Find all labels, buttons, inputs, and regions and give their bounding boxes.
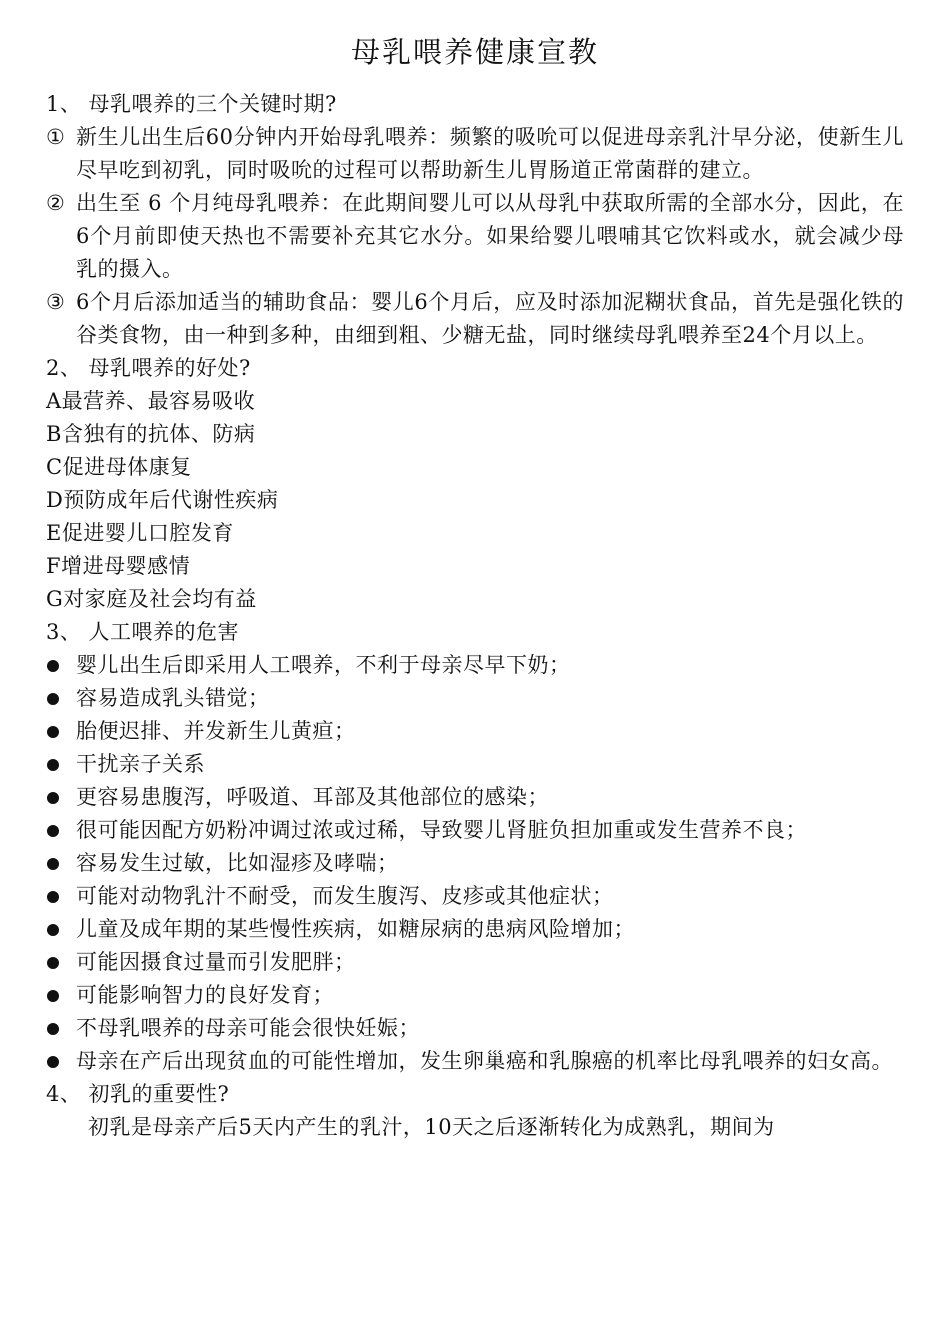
harm-list-item — [46, 649, 904, 682]
benefit-item: F增进母婴感情 — [46, 554, 191, 578]
harm-text: 儿童及成年期的某些慢性疾病，如糖尿病的患病风险增加； — [76, 917, 635, 941]
section-3-heading: 3、 人工喂养的危害 — [46, 620, 240, 644]
harm-text: 更容易患腹泻，呼吸道、耳部及其他部位的感染； — [76, 785, 549, 809]
harm-list-item — [46, 1012, 904, 1045]
bullet-icon — [46, 781, 76, 814]
key-period-item — [46, 286, 904, 352]
harm-text: 很可能因配方奶粉冲调过浓或过稀，导致婴儿肾脏负担加重或发生营养不良； — [76, 818, 807, 842]
harm-list-item — [46, 979, 904, 1012]
item-text: 6个月后添加适当的辅助食品：婴儿6个月后，应及时添加泥糊状食品，首先是强化铁的谷类食物，由一种到多种，由细到粗、少糖无盐，同时继续母乳喂养至24个月以上。 — [76, 290, 904, 347]
bullet-icon — [46, 847, 76, 880]
harm-list-item — [46, 715, 904, 748]
key-period-item — [46, 187, 904, 286]
item-marker: ① — [46, 125, 66, 149]
harm-list-item — [46, 1045, 904, 1078]
key-period-item — [46, 121, 904, 187]
harm-text: 不母乳喂养的母亲可能会很快妊娠； — [76, 1016, 420, 1040]
harm-list-item — [46, 682, 904, 715]
benefit-item: C促进母体康复 — [46, 455, 192, 479]
benefit-item: E促进婴儿口腔发育 — [46, 521, 234, 545]
benefit-item: A最营养、最容易吸收 — [46, 389, 256, 413]
harm-list-item — [46, 913, 904, 946]
harm-text: 可能对动物乳汁不耐受，而发生腹泻、皮疹或其他症状； — [76, 884, 614, 908]
bullet-icon — [46, 913, 76, 946]
document-page — [46, 30, 904, 1144]
harm-text: 干扰亲子关系 — [76, 752, 205, 776]
harm-text: 母亲在产后出现贫血的可能性增加，发生卵巢癌和乳腺癌的机率比母乳喂养的妇女高。 — [76, 1049, 893, 1073]
harm-list-item — [46, 781, 904, 814]
section-1-heading: 1、 母乳喂养的三个关键时期? — [46, 92, 337, 116]
bullet-icon — [46, 682, 76, 715]
bullet-icon — [46, 1045, 76, 1078]
harm-list-item — [46, 946, 904, 979]
harm-text: 可能影响智力的良好发育； — [76, 983, 334, 1007]
harm-list-item — [46, 748, 904, 781]
harm-list-item — [46, 847, 904, 880]
bullet-icon — [46, 979, 76, 1012]
colostrum-paragraph: 初乳是母亲产后5天内产生的乳汁，10天之后逐渐转化为成熟乳，期间为 — [88, 1115, 775, 1139]
benefit-item: G对家庭及社会均有益 — [46, 587, 257, 611]
harm-text: 胎便迟排、并发新生儿黄疸； — [76, 719, 356, 743]
harm-list-item — [46, 880, 904, 913]
section-2-heading: 2、 母乳喂养的好处? — [46, 356, 251, 380]
bullet-icon — [46, 946, 76, 979]
harm-text: 容易造成乳头错觉； — [76, 686, 270, 710]
section-4-heading: 4、 初乳的重要性? — [46, 1082, 230, 1106]
item-text: 出生至 6 个月纯母乳喂养：在此期间婴儿可以从母乳中获取所需的全部水分，因此，在6个月前即使天热也不需要补充其它水分。如果给婴儿喂哺其它饮料或水，就会减少母乳的摄入。 — [76, 191, 904, 281]
item-marker: ② — [46, 191, 66, 215]
harm-list-item — [46, 814, 904, 847]
benefit-item: D预防成年后代谢性疾病 — [46, 488, 279, 512]
item-text: 新生儿出生后60分钟内开始母乳喂养：频繁的吸吮可以促进母亲乳汁早分泌，使新生儿尽早吃到初乳，同时吸吮的过程可以帮助新生儿胃肠道正常菌群的建立。 — [76, 125, 904, 182]
harm-text: 容易发生过敏，比如湿疹及哮喘； — [76, 851, 399, 875]
page-title: 母乳喂养健康宣教 — [350, 35, 599, 69]
bullet-icon — [46, 715, 76, 748]
harm-text: 婴儿出生后即采用人工喂养，不利于母亲尽早下奶； — [76, 653, 571, 677]
item-marker: ③ — [46, 290, 66, 314]
bullet-icon — [46, 649, 76, 682]
bullet-icon — [46, 814, 76, 847]
bullet-icon — [46, 748, 76, 781]
bullet-icon — [46, 1012, 76, 1045]
bullet-icon — [46, 880, 76, 913]
harm-text: 可能因摄食过量而引发肥胖； — [76, 950, 356, 974]
benefit-item: B含独有的抗体、防病 — [46, 422, 256, 446]
